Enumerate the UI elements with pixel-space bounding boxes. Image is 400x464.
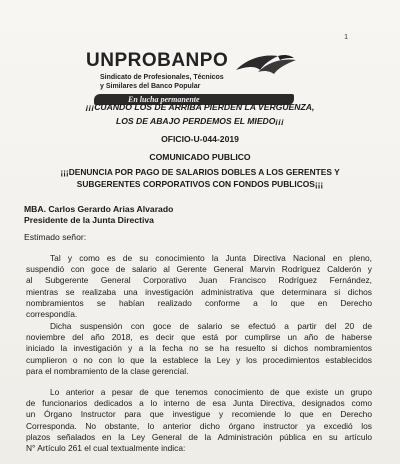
paragraph-line: nombramientos se habían realizado conforme a lo que en Derecho <box>26 297 372 308</box>
paragraph-1 <box>26 253 372 320</box>
paragraph-line: de funcionarios dedicados a lo interno de esa Junta Directiva, designados como <box>26 398 372 409</box>
salutation: Estimado señor: <box>24 232 87 242</box>
slogan-line1: ¡¡¡CUANDO LOS DE ARRIBA PIERDEN LA VERGÜENZA, <box>85 102 315 112</box>
paragraph-line: un Órgano Instructor para que investigue y recomiende lo que en Derecho <box>26 409 372 420</box>
org-subtitle-line2: y Similares del Banco Popular <box>100 83 201 90</box>
paragraph-line: al Subgerente General Corporativo Juan Francisco Rodríguez Fernández, <box>26 275 372 286</box>
paragraph-line: suspendió con goce de salario al Gerente General Marvin Rodríguez Calderón y <box>26 264 372 275</box>
bird-logo-icon <box>234 52 298 78</box>
paragraph-line: Dicha suspensión con goce de salario se efectuó a partir del 20 de <box>50 321 372 331</box>
org-name: UNPROBANPO <box>86 50 229 71</box>
oficio-number: OFICIO-U-044-2019 <box>161 134 239 144</box>
page-number: 1 <box>344 34 348 41</box>
paragraph-line: Tal y como es de su conocimiento la Junta Directiva Nacional en pleno, <box>50 253 372 263</box>
paragraph-line: Corresponda. No obstante, lo anterior dicho órgano instructor ya excedió los <box>26 420 372 431</box>
paragraph-line: iniciado la investigación y a la fecha no se ha resuelto si dichos nombramientos <box>26 343 372 354</box>
slogan-line2: LOS DE ABAJO PERDEMOS EL MIEDO¡¡¡ <box>115 116 285 126</box>
addressee-name: MBA. Carlos Gerardo Arias Alvarado <box>24 204 174 214</box>
motto-text: En lucha permanente <box>128 95 200 104</box>
paragraph-line: Lo anterior a pesar de que tenemos conocimiento de que existe un grupo <box>50 387 372 397</box>
paragraph-line: cumplieron o no con lo que la establece la Ley y los procedimientos establecidos <box>26 354 372 365</box>
paragraph-line: para el nombramiento de la clase gerencial. <box>26 365 189 376</box>
paragraph-line: plazos señalados en la Ley General de la Administración pública en su artículo <box>26 431 372 442</box>
paragraph-line: N° Artículo 261 el cual textualmente indica: <box>26 443 186 454</box>
denuncia-line1: ¡¡¡DENUNCIA POR PAGO DE SALARIOS DOBLES A LOS GERENTES Y <box>60 167 340 177</box>
org-subtitle-line1: Sindicato de Profesionales, Técnicos <box>100 74 224 81</box>
paragraph-2 <box>26 321 372 377</box>
denuncia-line2: SUBGERENTES CORPORATIVOS CON FONDOS PUBLICOS¡¡¡ <box>76 179 324 189</box>
paragraph-line: correspondía. <box>26 309 78 320</box>
paragraph-line: mientras se realizaba una investigación administrativa que determinara si dichos <box>26 286 372 297</box>
comunicado-title: COMUNICADO PUBLICO <box>149 152 251 162</box>
paragraph-line: noviembre del año 2018, es decir que está por cumplirse un año de haberse <box>26 332 372 343</box>
paragraph-3 <box>26 387 372 454</box>
addressee-role: Presidente de la Junta Directiva <box>24 215 154 225</box>
